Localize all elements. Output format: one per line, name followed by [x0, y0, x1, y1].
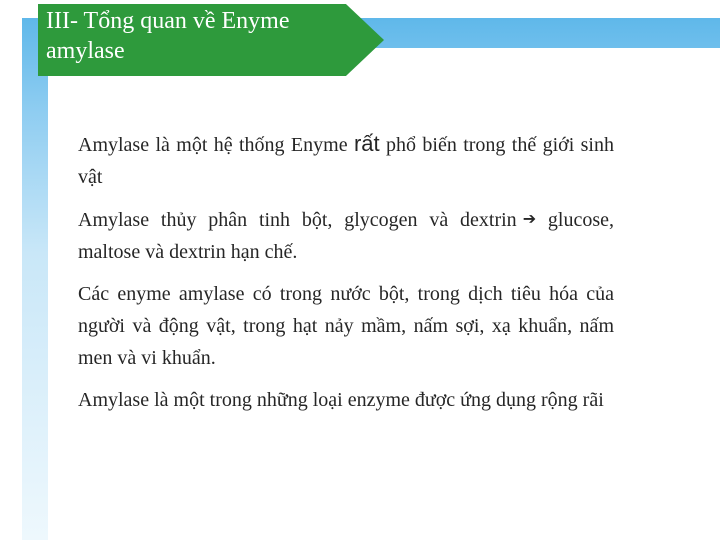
paragraph-1-text-end: phổ biến trong thế giới sinh vật: [78, 134, 614, 188]
slide-title: III- Tổng quan về Enyme amylase: [46, 8, 290, 64]
paragraph-3: Các enyme amylase có trong nước bột, trong dịch tiêu hóa của người và động vật, trong hạt nảy mầm, nấm sợi, xạ khuẩn, nấm men và vi khuẩn.: [78, 283, 614, 369]
right-arrow-icon: ➔: [522, 209, 537, 228]
paragraph-1: [78, 128, 614, 193]
paragraph-2: [78, 203, 614, 268]
slide-body: [78, 128, 614, 426]
paragraph-2-text-start: Amylase thủy phân tinh bột, glycogen và dextrin: [78, 209, 517, 231]
paragraph-1-text-start: Amylase là một hệ thống Enyme: [78, 134, 354, 156]
paragraph-2-text-end: glucose, maltose và dextrin hạn chế.: [78, 209, 614, 263]
paragraph-1-emphasis: rất: [353, 131, 380, 156]
paragraph-4: Amylase là một trong những loại enzyme được ứng dụng rộng rãi: [78, 389, 604, 411]
